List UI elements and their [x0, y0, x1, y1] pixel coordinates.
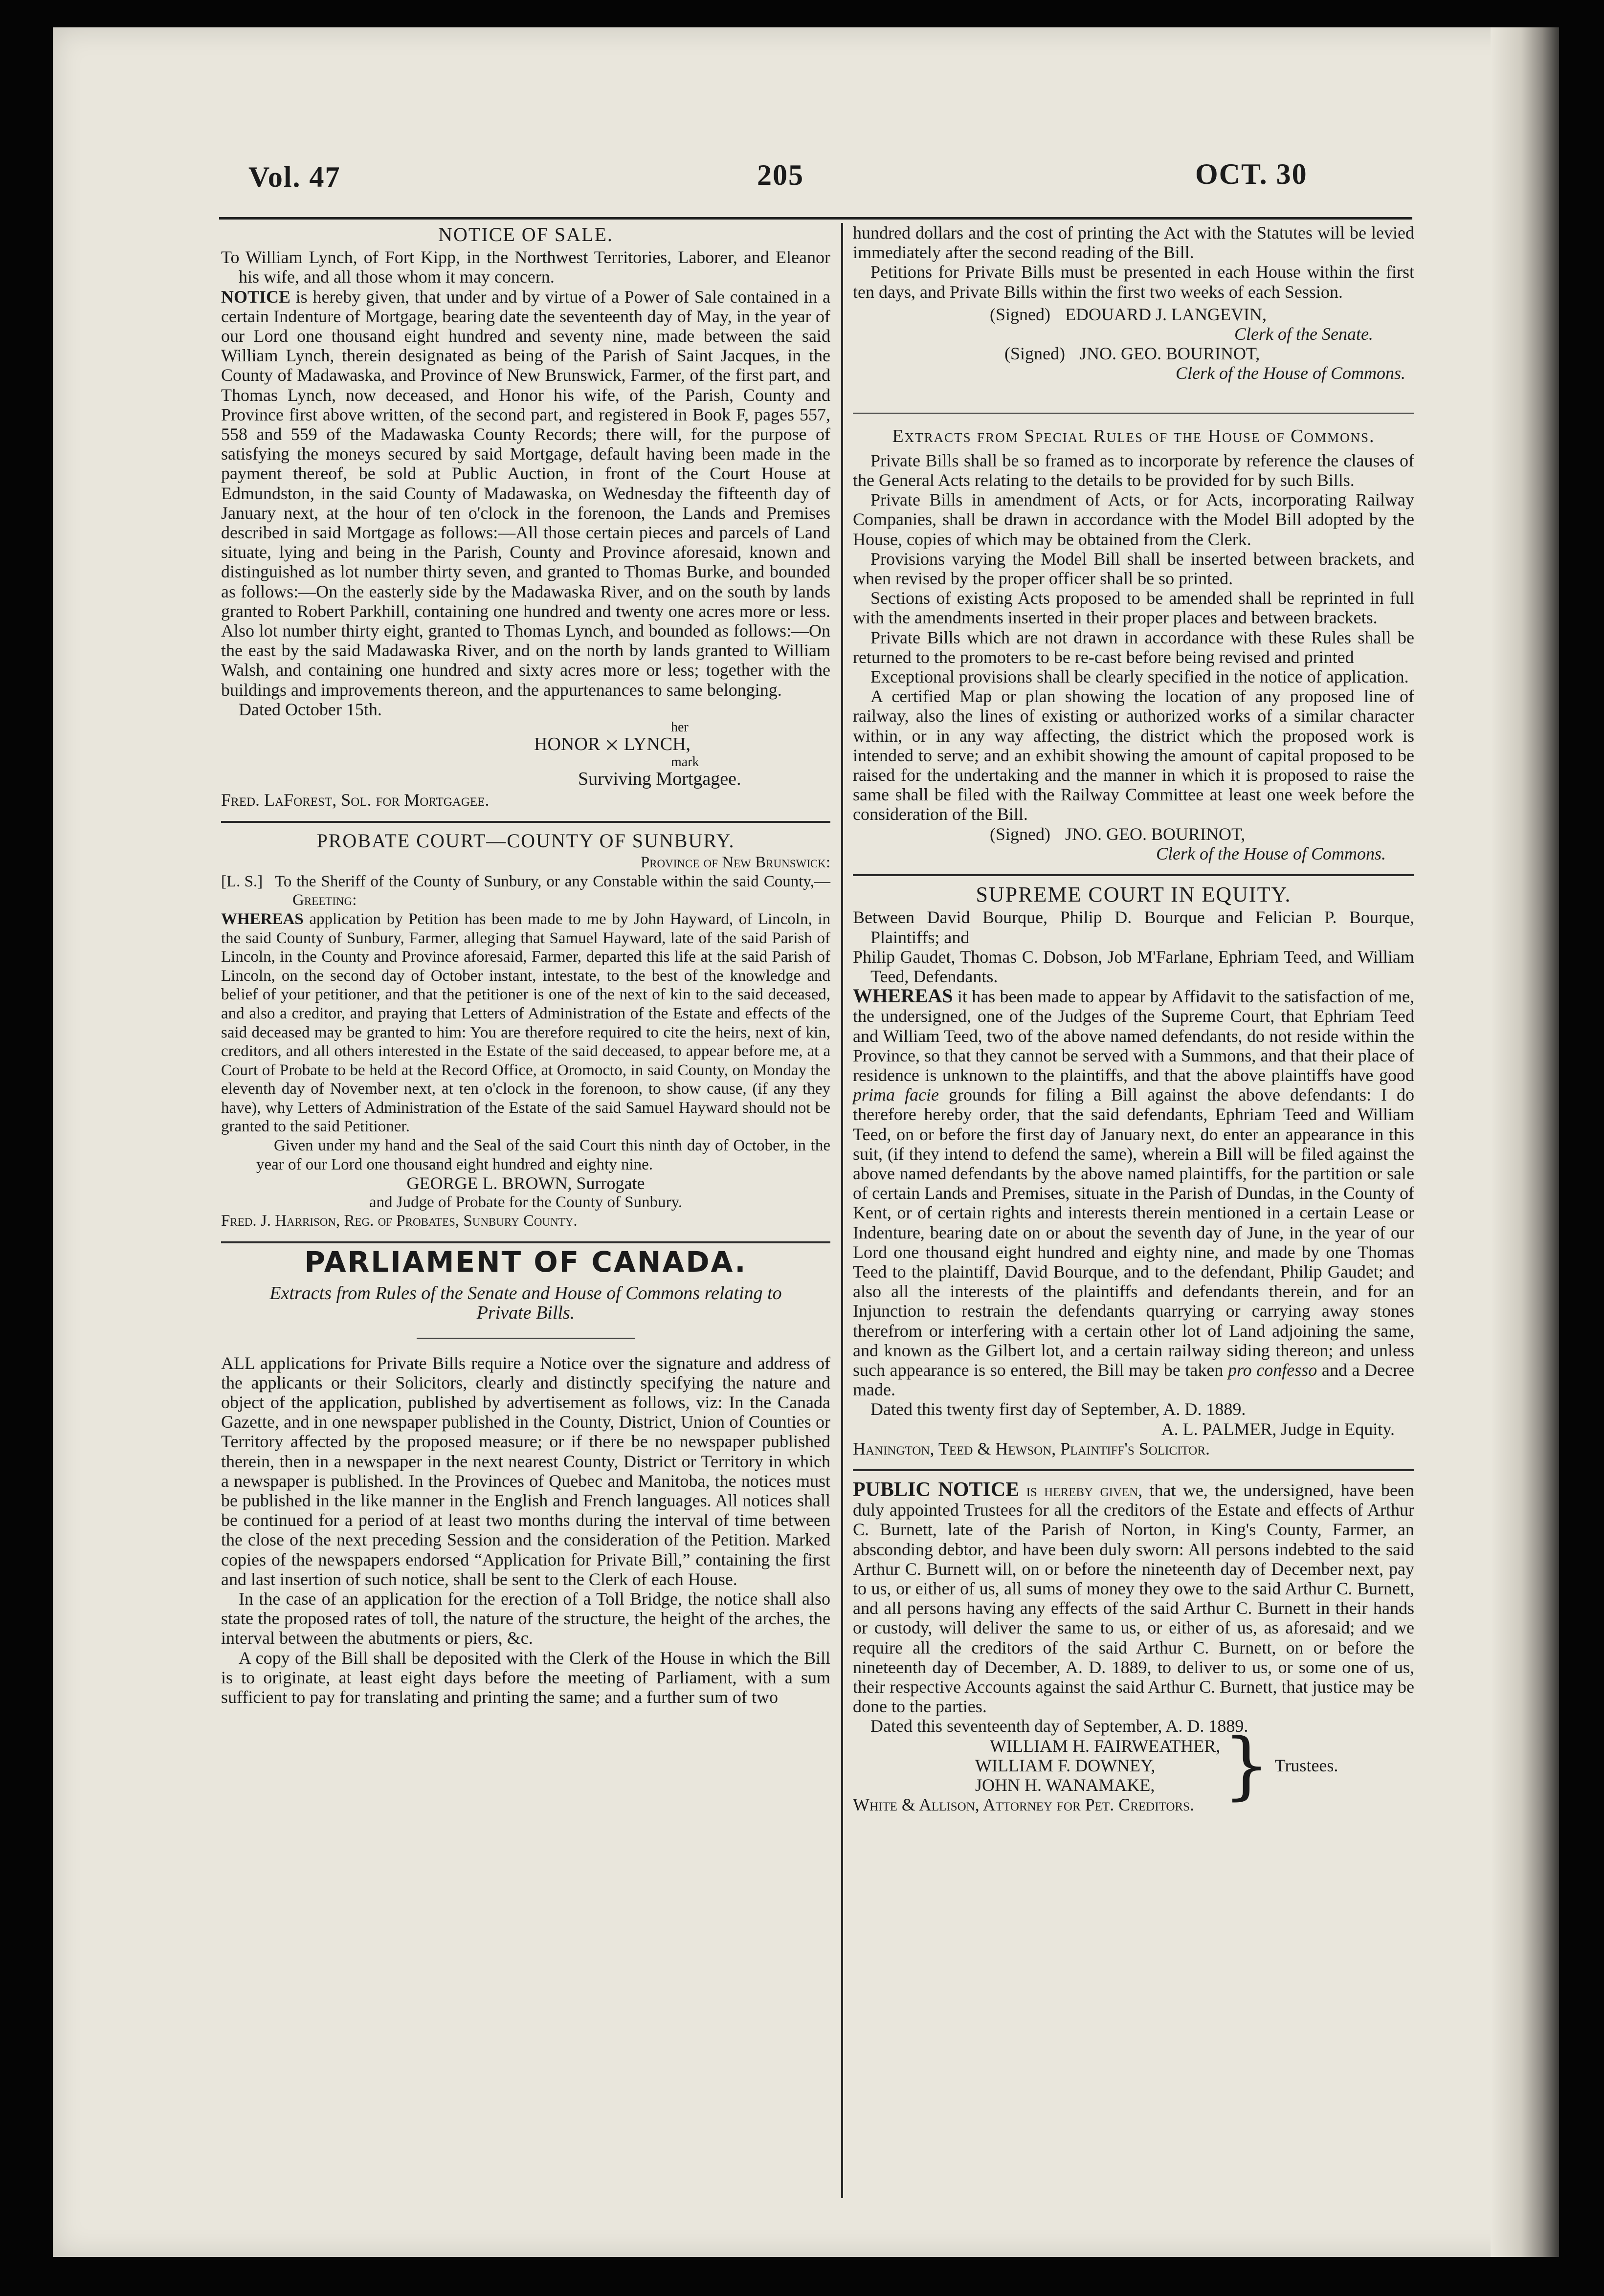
notice-of-sale-title: NOTICE OF SALE.	[438, 223, 613, 245]
special-rules-signature	[990, 824, 1414, 863]
notice-lead-word: NOTICE	[221, 287, 291, 307]
probate-body	[221, 910, 830, 1136]
section-rule	[853, 874, 1414, 876]
signer-role: Surviving Mortgagee.	[578, 769, 741, 790]
signature-row-2	[1004, 344, 1414, 363]
trustee-3: JOHN H. WANAMAKE,	[975, 1775, 1155, 1795]
trustee-names	[975, 1736, 1221, 1795]
signed-label: (Signed)	[990, 824, 1050, 844]
notice-body-text: is hereby given, that under and by virtue of a Power of Sale contained in a certain Indenture of Mortgage, bearing date the seventeenth day of May, in the year of our Lord one thousand eight hundred and seventy nine, made between the said William Lynch, therein designated as being of the Parish of Saint Jacques, in the County of Madawaska, and Province of New Brunswick, Farmer, of the first part, and Thomas Lynch, now deceased, and Honor his wife, of the Parish, County and Province first above written, of the second part, and registered in Book F, pages 557, 558 and 559 of the Madawaska County Records; there will, for the purpose of satisfying the moneys secured by said Mortgage, default having been made in the payment thereof, be sold at Public Auction, in front of the Court House at Edmundston, in the said County of Madawaska, on Wednesday the fifteenth day of January next, at the hour of ten o'clock in the forenoon, the Lands and Premises described in said Mortgage as follows:—All those certain pieces and parcels of Land situate, lying and being in the Parish, County and Province aforesaid, known and distinguished as lot number thirty seven, and granted to Thomas Burke, and bounded as follows:—On the easterly side by the Madawaska River, and on the south by lands granted to Robert Parkhill, containing one hundred and twenty one acres more or less. Also lot number thirty eight, granted to Thomas Lynch, and bounded as follows:—On the east by the said Madawaska River, and on the north by lands granted to William Walsh, and containing one hundred and sixty acres more or less; together with the buildings and improvements thereon, and the appurtenances to same belonging.	[221, 287, 831, 700]
senate-clerk-name: EDOUARD J. LANGEVIN,	[1065, 304, 1267, 324]
brace-icon: }	[1223, 1722, 1270, 1808]
signer-first: HONOR	[534, 734, 601, 755]
parliament-para-2: In the case of an application for the erection of a Toll Bridge, the notice shall also state the proposed rates of toll, the nature of the structure, the height of the arches, the interval between the abutments or piers, &c.	[221, 1589, 830, 1648]
signature-row	[990, 824, 1414, 844]
supreme-court-body	[853, 986, 1414, 1399]
probate-province: Province of New Brunswick:	[640, 854, 830, 872]
judge-signature: A. L. PALMER, Judge in Equity.	[1161, 1419, 1395, 1439]
probate-registrar: Fred. J. Harrison, Reg. of Probates, Sunbury County.	[221, 1212, 578, 1230]
trustees-label: Trustees.	[1274, 1755, 1338, 1775]
signed-label: (Signed)	[990, 304, 1050, 324]
parliament-continued	[853, 223, 1414, 383]
parliament-title: PARLIAMENT OF CANADA.	[304, 1245, 747, 1279]
parties-plaintiffs: Between David Bourque, Philip D. Bourque and Felician P. Bourque, Plaintiffs; and	[853, 907, 1414, 947]
public-notice-body	[853, 1480, 1414, 1716]
probate-signer: GEORGE L. BROWN, Surrogate	[406, 1173, 645, 1193]
parties-defendants: Philip Gaudet, Thomas C. Dobson, Job M'Farlane, Ephriam Teed, and William Teed, Defendants.	[853, 947, 1414, 986]
senate-clerk-role: Clerk of the Senate.	[1234, 324, 1373, 344]
special-rule-4: Sections of existing Acts proposed to be amended shall be reprinted in full with the amendments inserted in their proper places and between brackets.	[853, 588, 1414, 628]
parliament-petitions: Petitions for Private Bills must be presented in each House within the first ten days, and Private Bills within the first two weeks of each Session.	[853, 262, 1414, 302]
trustee-2: WILLIAM F. DOWNEY,	[975, 1755, 1156, 1775]
special-rule-6: Exceptional provisions shall be clearly specified in the notice of application.	[870, 667, 1409, 687]
signer-line	[534, 731, 830, 760]
section-rule	[221, 821, 830, 823]
her-label: her	[671, 720, 689, 735]
left-column	[221, 223, 830, 1707]
probate-title: PROBATE COURT—COUNTY OF SUNBURY.	[316, 829, 735, 852]
special-rules	[853, 426, 1414, 863]
newspaper-page	[53, 27, 1559, 2257]
parliament-continuation: hundred dollars and the cost of printing the Act with the Statutes will be levied immediately after the second reading of the Bill.	[853, 223, 1414, 263]
supreme-body-1: it has been made to appear by Affidavit to the satisfaction of me, the undersigned, one of the Judges of the Supreme Court, that Ephriam Teed and William Teed, two of the above named defendants, do not reside within the Province, so that they cannot be served with a Summons, and that their place of residence is unknown to the plaintiffs, and that the above plaintiffs have good	[853, 987, 1414, 1085]
supreme-court-equity	[853, 885, 1414, 1458]
special-rule-2: Private Bills in amendment of Acts, or for Acts, incorporating Railway Companies, shall be drawn in accordance with the Model Bill adopted by the House, copies of which may be obtained from the Clerk.	[853, 490, 1414, 549]
column-divider	[841, 223, 843, 2198]
signature-mark-icon: ×	[604, 731, 619, 760]
special-rules-title: Extracts from Special Rules of the House of Commons.	[892, 425, 1375, 446]
page-fold-shadow	[1491, 27, 1559, 2257]
supreme-lead-word: WHEREAS	[853, 985, 953, 1007]
issue-date: OCT. 30	[1195, 158, 1308, 190]
mortgagee-solicitor: Fred. LaForest, Sol. for Mortgagee.	[221, 790, 490, 810]
public-notice	[853, 1480, 1414, 1814]
notice-of-sale-dated: Dated October 15th.	[239, 699, 382, 719]
right-column	[853, 223, 1414, 1814]
parliament-subtitle: Extracts from Rules of the Senate and House of Commons relating to Private Bills.	[269, 1283, 782, 1324]
special-rule-3: Provisions varying the Model Bill shall be inserted between brackets, and when revised by the proper officer shall be so printed.	[853, 549, 1414, 589]
notice-of-sale-body	[221, 287, 830, 700]
notice-of-sale-address: To William Lynch, of Fort Kipp, in the Northwest Territories, Laborer, and Eleanor his wife, and all those whom it may concern.	[221, 247, 830, 287]
signer-last: LYNCH,	[624, 734, 691, 755]
parliament-para-3: A copy of the Bill shall be deposited with the Clerk of the House in which the Bill is to originate, at least eight days before the meeting of Parliament, with a sum sufficient to pay for translating and printing the same; and a further sum of two	[221, 1648, 830, 1707]
seal-label: [L. S.]	[221, 872, 263, 890]
subtitle-rule	[417, 1338, 635, 1339]
sheriff-line	[275, 872, 830, 910]
header-rule	[219, 217, 1412, 220]
commons-clerk-name: JNO. GEO. BOURINOT,	[1079, 344, 1260, 364]
special-rule-5: Private Bills which are not drawn in accordance with these Rules shall be returned to the promoters to be re-cast before being revised and printed	[853, 627, 1414, 667]
special-rule-1: Private Bills shall be so framed as to incorporate by reference the clauses of the General Acts relating to the details to be provided for by such Bills.	[853, 450, 1414, 490]
volume-label: Vol. 47	[248, 161, 341, 193]
page-number: 205	[757, 159, 804, 191]
supreme-court-dated: Dated this twenty first day of September, A. D. 1889.	[870, 1399, 1246, 1419]
creditors-attorney: White & Allison, Attorney for Pet. Creditors.	[853, 1795, 1194, 1815]
probate-body-text: application by Petition has been made to me by John Hayward, of Lincoln, in the said County of Sunbury, Farmer, alleging that Samuel Hayward, late of the said Parish of Lincoln, in the County and Province aforesaid, Farmer, departed this life at the said Parish of Lincoln, on the second day of October instant, intestate, to the best of the knowledge and belief of your petitioner, and that the petitioner is one of the next of kin to the said deceased, and also a creditor, and praying that Letters of Administration of the Estate and effects of the said deceased may be granted to him: You are therefore required to cite the heirs, next of kin, creditors, and all others interested in the Estate of the said deceased, to appear before me, at a Court of Probate to be held at the Record Office, at Oromocto, in said County, on Monday the eleventh day of November next, at ten o'clock in the forenoon, to show cause, (if any they have), why Letters of Administration of the Estate of the said Samuel Hayward should not be granted to the said Petitioner.	[221, 910, 831, 1136]
supreme-body-2: grounds for filing a Bill against the above defendants: I do therefore hereby order, that the said defendants, Ephriam Teed and William Teed, on or before the first day of January next, do enter an appearance in this suit, (if they intend to defend the same), wherein a Bill will be filed against the above named defendants by the above named plaintiffs, for the partition or sale of certain Lands and Premises, situate in the Parish of Dundas, in the County of Kent, or of certain rights and interests therein mentioned in a certain Lease or Indenture, bearing date on or about the seventh day of June, in the year of our Lord one thousand eight hundred and eighty nine, and made by one Thomas Teed to the plaintiff, David Bourque, and to the defendant, Philip Gaudet; and also all the interests of the plaintiffs and defendants therein, and for an Injunction to restrain the defendants quarrying or carrying away stones therefrom or interfering with a certain other lot of Land adjoining the same, and known as the Gilbert lot, and a certain railway siding thereon; and unless such appearance is so entered, the Bill may be taken	[853, 1085, 1414, 1380]
supreme-court-title: SUPREME COURT IN EQUITY.	[976, 883, 1292, 907]
public-notice-lead: PUBLIC NOTICE	[853, 1478, 1020, 1501]
signature-row-1	[990, 305, 1414, 324]
section-rule	[221, 1241, 830, 1243]
parliament-signatures	[990, 305, 1414, 383]
public-notice-dated: Dated this seventeenth day of September, A. D. 1889.	[870, 1716, 1248, 1736]
section-rule	[853, 413, 1414, 414]
public-notice-text: that we, the undersigned, have been duly appointed Trustees for all the creditors of the Estate and effects of Arthur C. Burnett, late of the Parish of Norton, in King's County, Farmer, an absconding debtor, and have been duly sworn: All persons indebted to the said Arthur C. Burnett will, on or before the nineteenth day of December next, pay to us, or either of us, all sums of money they owe to the said Arthur C. Burnett, and all persons having any effects of the said Arthur C. Burnett in their hands or custody, will deliver the same to us, or either of us, as aforesaid; and we require all the creditors of the said Arthur C. Burnett, on or before the nineteenth day of December, A. D. 1889, to deliver to us, or some one of us, their respective Accounts against the said Arthur C. Burnett, that justice may be done to the parties.	[853, 1480, 1414, 1717]
commons-clerk-role: Clerk of the House of Commons.	[1156, 843, 1386, 863]
probate-address	[221, 872, 830, 910]
greeting-text: Greeting:	[292, 891, 357, 909]
parliament-of-canada	[221, 1245, 830, 1707]
notice-signature	[534, 719, 830, 790]
pro-confesso-text: pro confesso	[1228, 1360, 1317, 1380]
probate-given: Given under my hand and the Seal of the said Court this ninth day of October, in the year of our Lord one thousand eight hundred and eighty nine.	[256, 1137, 830, 1173]
commons-clerk-name: JNO. GEO. BOURINOT,	[1065, 824, 1246, 844]
signed-label: (Signed)	[1004, 344, 1065, 364]
parliament-para-1: ALL applications for Private Bills require a Notice over the signature and address of the applicants or their Solicitors, clearly and distinctly specifying the nature and object of the application, published by advertisement as follows, viz: In the Canada Gazette, and in one newspaper published in the County, District, Union of Counties or Territory affected by the proposed measure; or if there be no newspaper published therein, then in a newspaper in the next nearest County, District or Territory in which a newspaper is published. In the Provinces of Quebec and Manitoba, the notices must be published in the like manner in the English and French languages. All notices shall be continued for a period of at least two months during the interval of time between the close of the next preceding Session and the consideration of the Petition. Marked copies of the newspapers endorsed “Application for Private Bill,” containing the first and last insertion of such notice, shall be sent to the Clerk of each House.	[221, 1353, 830, 1589]
special-rule-7: A certified Map or plan showing the location of any proposed line of railway, also the lines of existing or authorized works of a similar character within, or in any way affecting, the district which the proposed work is intended to serve; and an exhibit showing the amount of capital proposed to be raised for the undertaking and the manner in which it is proposed to raise the same shall be filed with the Railway Committee at least one week before the consideration of the Bill.	[853, 686, 1414, 824]
mark-label: mark	[671, 754, 699, 770]
prima-facie-text: prima facie	[853, 1085, 939, 1105]
probate-lead-word: WHEREAS	[221, 910, 304, 928]
commons-clerk-role: Clerk of the House of Commons.	[1176, 363, 1405, 383]
supreme-body-3: and a Decree made.	[853, 1360, 1415, 1400]
plaintiff-solicitors: Hanington, Teed & Hewson, Plaintiff's Solicitor.	[853, 1438, 1210, 1458]
section-rule	[853, 1469, 1414, 1471]
trustee-1: WILLIAM H. FAIRWEATHER,	[990, 1736, 1221, 1756]
notice-of-sale	[221, 225, 830, 810]
probate-court	[221, 829, 831, 1231]
probate-signer-role: and Judge of Probate for the County of Sunbury.	[369, 1193, 683, 1211]
sheriff-text: To the Sheriff of the County of Sunbury, or any Constable within the said County,—	[275, 872, 830, 890]
public-notice-lead2: is hereby given,	[1026, 1480, 1143, 1500]
